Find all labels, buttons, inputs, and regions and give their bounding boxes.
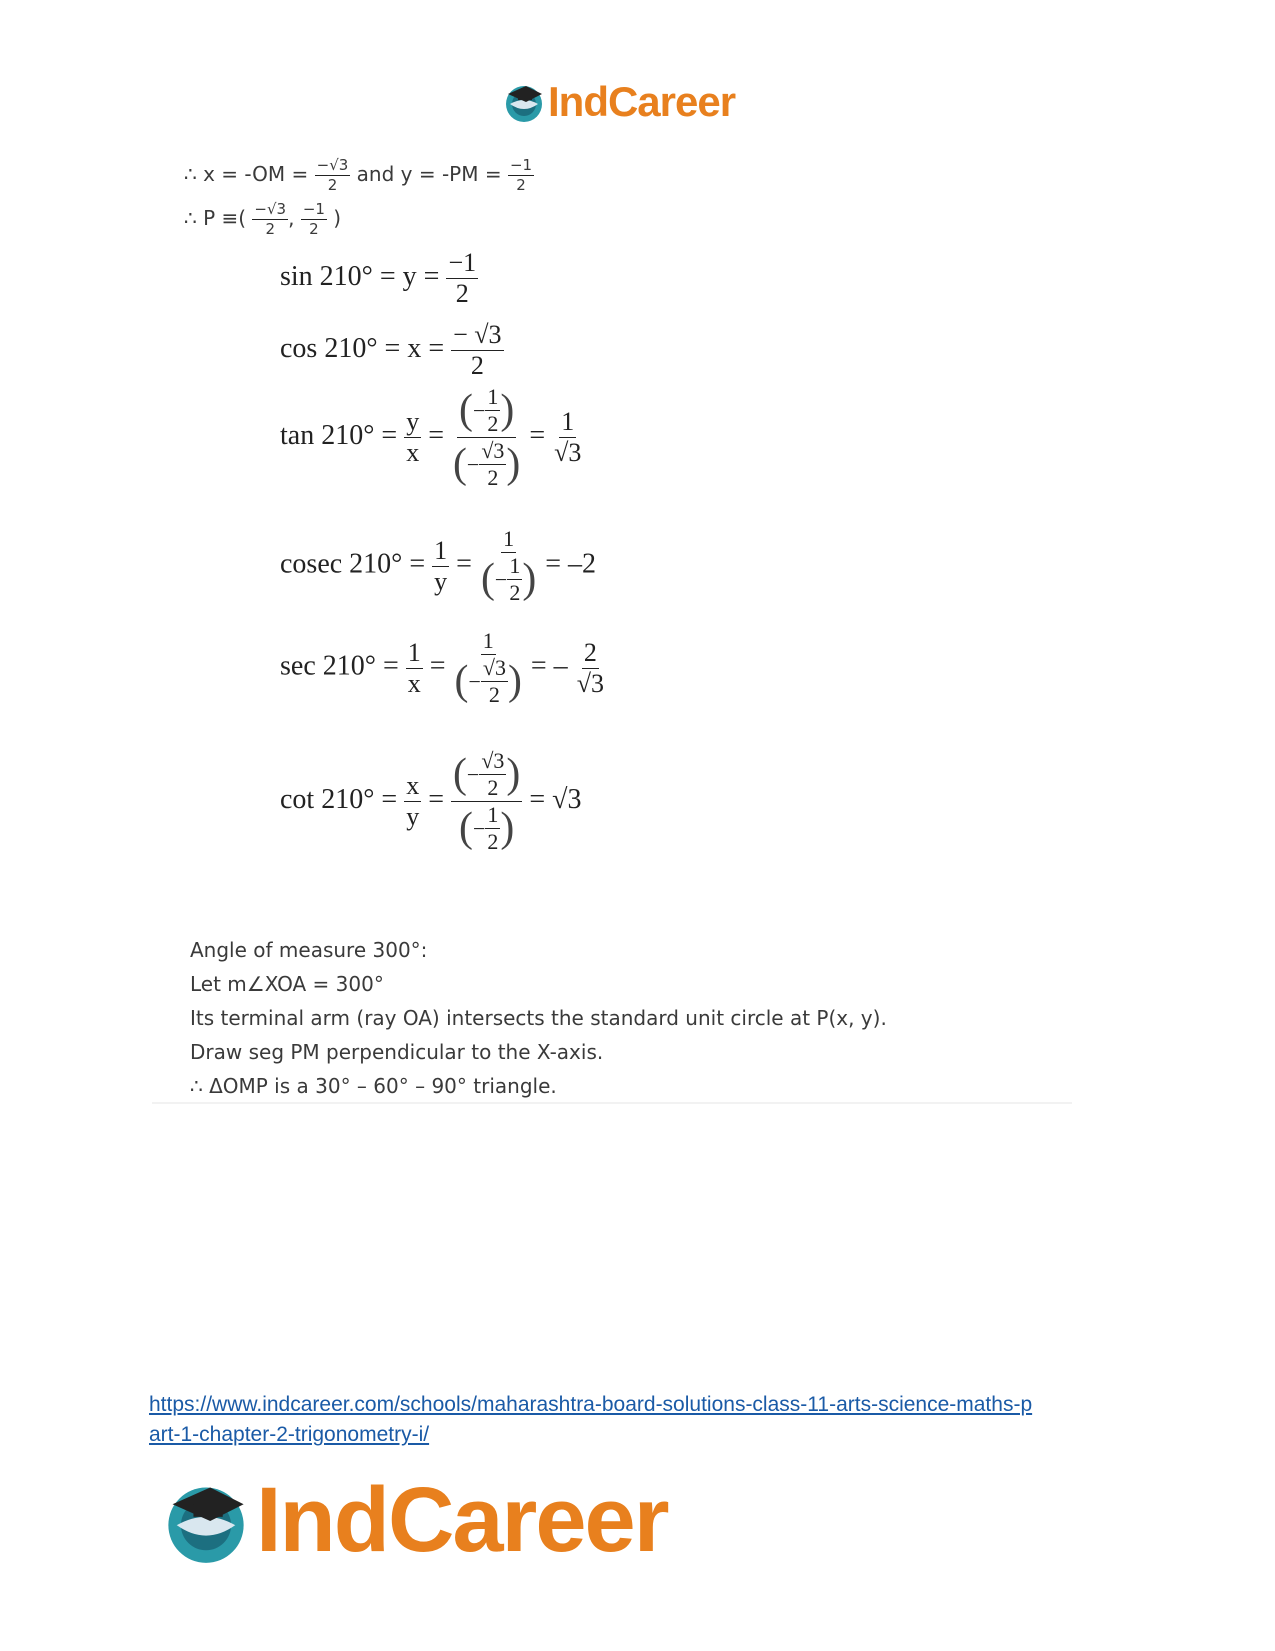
- fraction: $\frac{-√3}{2}$: [316, 156, 349, 194]
- source-link[interactable]: [149, 1390, 1129, 1450]
- x-y-values-line: ∴ x = -OM = $\frac{-√3}{2}$ and y = -PM = $\frac{-1}{2}$: [184, 156, 533, 194]
- text-line: Let m∠XOA = 300°: [190, 972, 384, 996]
- fraction: $\frac{-1}{2}$: [509, 156, 533, 194]
- text-line: Angle of measure 300°:: [190, 938, 428, 962]
- cosec-equation: cosec 210° = $\frac{1}{y}$ = 1 ( − $\frac{1}{2}$ ) = –2: [280, 526, 597, 605]
- cot-equation: cot 210° = $\frac{x}{y}$ = ( − $\frac{√3}{2}$ ) ( − $\frac{1}{2}$ ) = √3: [280, 748, 582, 854]
- fraction: $\frac{-1}{2}$: [302, 200, 325, 238]
- graduation-cap-globe-icon: [160, 1475, 252, 1567]
- graduation-cap-globe-icon: [502, 80, 546, 124]
- source-link-line1[interactable]: https://www.indcareer.com/schools/maharashtra-board-solutions-class-11-arts-science-maths-p: [149, 1393, 1033, 1416]
- indcareer-logo-bottom: [160, 1468, 668, 1573]
- cos-equation: cos 210° = x = $\frac{- √3}{2}$: [280, 320, 502, 380]
- text-line: Its terminal arm (ray OA) intersects the standard unit circle at P(x, y).: [190, 1006, 887, 1030]
- point-p-line: ∴ P ≡( $\frac{-√3}{2}$ , $\frac{-1}{2}$ ): [184, 200, 342, 238]
- logo-wordmark: IndCareer: [548, 78, 736, 125]
- fraction: $\frac{-√3}{2}$: [254, 200, 287, 238]
- solution-image: [152, 150, 1072, 1104]
- sec-equation: sec 210° = $\frac{1}{x}$ = 1 ( − $\frac{√3}{2}$ ) = – $\frac{2}{√3}$: [280, 628, 604, 707]
- tan-equation: tan 210° = $\frac{y}{x}$ = ( − $\frac{1}{2}$ ) ( − $\frac{√3}{2}$ ) = $\frac{1}{√3}$: [280, 384, 582, 490]
- sin-equation: sin 210° = y = $\frac{-1}{2}$: [280, 248, 477, 308]
- indcareer-logo-top: [502, 78, 735, 126]
- text-line: Draw seg PM perpendicular to the X-axis.: [190, 1040, 604, 1064]
- logo-wordmark: IndCareer: [256, 1469, 668, 1571]
- text-line: ∴ ΔOMP is a 30° – 60° – 90° triangle.: [190, 1074, 557, 1098]
- source-link-line2[interactable]: art-1-chapter-2-trigonometry-i/: [149, 1423, 430, 1446]
